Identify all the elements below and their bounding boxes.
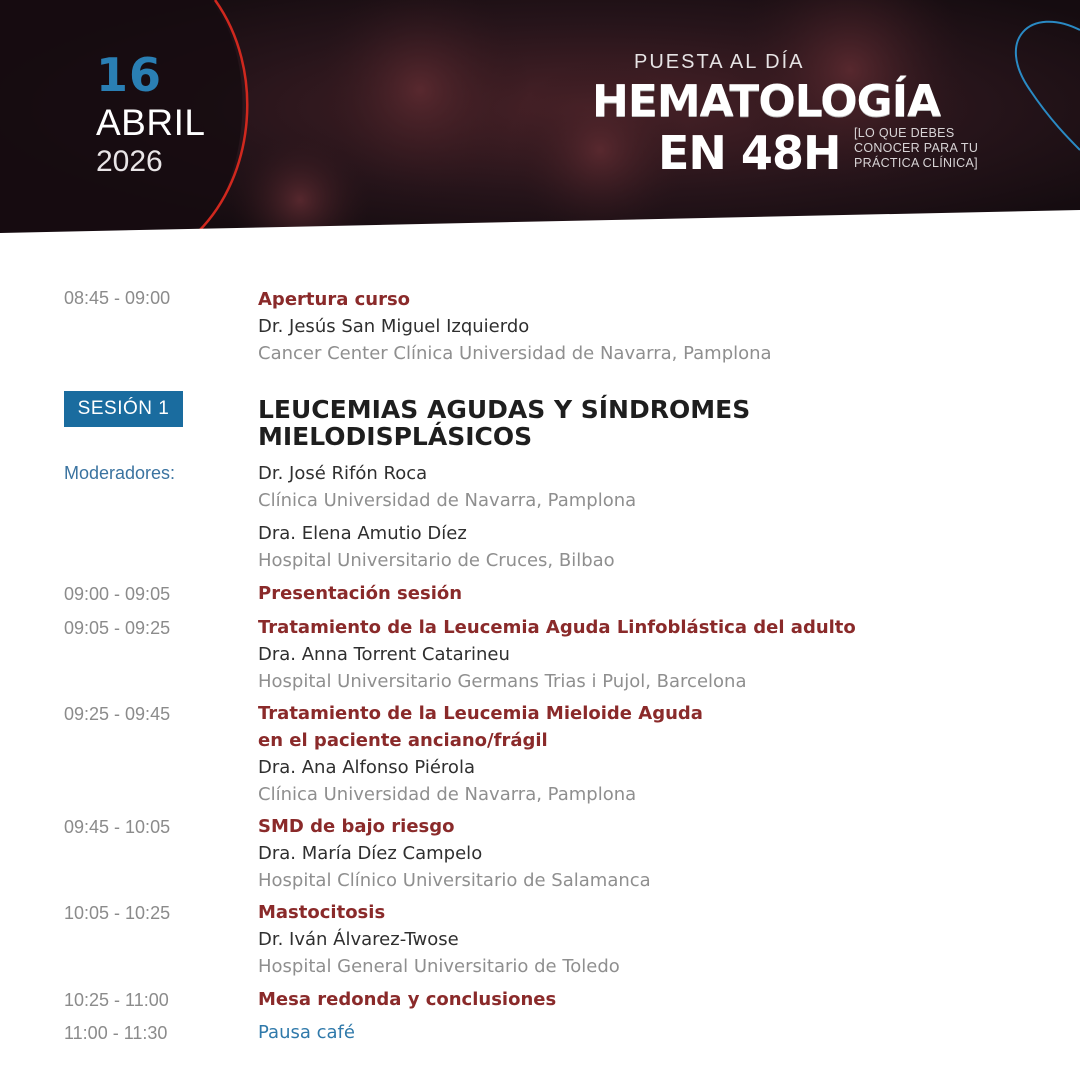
logo-tagline-line: PRÁCTICA CLÍNICA] <box>854 156 978 170</box>
session-title-line: LEUCEMIAS AGUDAS Y SÍNDROMES <box>258 395 751 424</box>
logo-tagline-line: CONOCER PARA TU <box>854 141 979 155</box>
session-title-line: MIELODISPLÁSICOS <box>258 422 533 451</box>
agenda-title: Presentación sesión <box>258 583 463 604</box>
agenda-title: SMD de bajo riesgo <box>258 816 455 837</box>
event-logo <box>592 46 979 186</box>
logo-tagline <box>854 126 978 171</box>
agenda-content <box>258 986 556 1013</box>
moderators-label: Moderadores: <box>64 463 176 483</box>
agenda-content <box>258 614 856 695</box>
date-month: ABRIL <box>96 102 206 143</box>
agenda-time: 10:25 - 11:00 <box>64 990 169 1010</box>
header-banner <box>0 0 1080 240</box>
moderator-name: Dra. Elena Amutio Díez <box>258 523 467 544</box>
date-year: 2026 <box>96 145 163 178</box>
agenda-time: 11:00 - 11:30 <box>64 1023 168 1043</box>
moderator-name: Dr. José Rifón Roca <box>258 463 428 484</box>
agenda-title: Mastocitosis <box>258 902 386 923</box>
agenda-content <box>258 813 651 894</box>
agenda-time: 08:45 - 09:00 <box>64 288 171 308</box>
moderator-institution: Hospital Universitario de Cruces, Bilbao <box>258 550 615 571</box>
agenda-content <box>258 1019 355 1046</box>
pause-label: Pausa café <box>258 1022 355 1043</box>
logo-title-line1: HEMATOLOGÍA <box>592 76 941 127</box>
agenda-content <box>258 899 620 980</box>
agenda-title: Mesa redonda y conclusiones <box>258 989 557 1010</box>
event-date <box>96 48 206 178</box>
agenda-time: 09:45 - 10:05 <box>64 817 171 837</box>
agenda-title: Apertura curso <box>258 289 411 310</box>
logo-title-line2: EN 48H <box>658 126 841 180</box>
date-day: 16 <box>96 48 163 102</box>
agenda-time: 10:05 - 10:25 <box>64 903 171 923</box>
logo-kicker: PUESTA AL DÍA <box>634 51 805 73</box>
moderator-content <box>258 460 636 514</box>
agenda-title-continued: en el paciente anciano/frágil <box>258 730 548 751</box>
agenda-content <box>258 286 772 367</box>
agenda-time: 09:00 - 09:05 <box>64 584 171 604</box>
agenda-content <box>258 580 462 607</box>
agenda-institution: Clínica Universidad de Navarra, Pamplona <box>258 784 637 805</box>
agenda-institution: Hospital General Universitario de Toledo <box>258 956 620 977</box>
agenda-speaker: Dra. Ana Alfonso Piérola <box>258 757 475 778</box>
agenda-content <box>258 700 703 808</box>
agenda-speaker: Dr. Jesús San Miguel Izquierdo <box>258 316 530 337</box>
agenda-speaker: Dr. Iván Álvarez-Twose <box>258 929 459 950</box>
agenda-time: 09:25 - 09:45 <box>64 704 171 724</box>
agenda-speaker: Dra. María Díez Campelo <box>258 843 483 864</box>
agenda-institution: Cancer Center Clínica Universidad de Navarra, Pamplona <box>258 343 772 364</box>
moderator-content <box>258 520 615 574</box>
session-badge: SESIÓN 1 <box>64 391 183 427</box>
agenda-institution: Hospital Universitario Germans Trias i Pujol, Barcelona <box>258 671 747 692</box>
agenda-speaker: Dra. Anna Torrent Catarineu <box>258 644 510 665</box>
agenda-title: Tratamiento de la Leucemia Mieloide Aguda <box>258 703 703 724</box>
logo-tagline-line: [LO QUE DEBES <box>854 126 955 140</box>
session-title <box>258 396 750 450</box>
agenda-title: Tratamiento de la Leucemia Aguda Linfoblástica del adulto <box>258 617 856 638</box>
agenda-institution: Hospital Clínico Universitario de Salamanca <box>258 870 651 891</box>
moderator-institution: Clínica Universidad de Navarra, Pamplona <box>258 490 637 511</box>
agenda-time: 09:05 - 09:25 <box>64 618 171 638</box>
